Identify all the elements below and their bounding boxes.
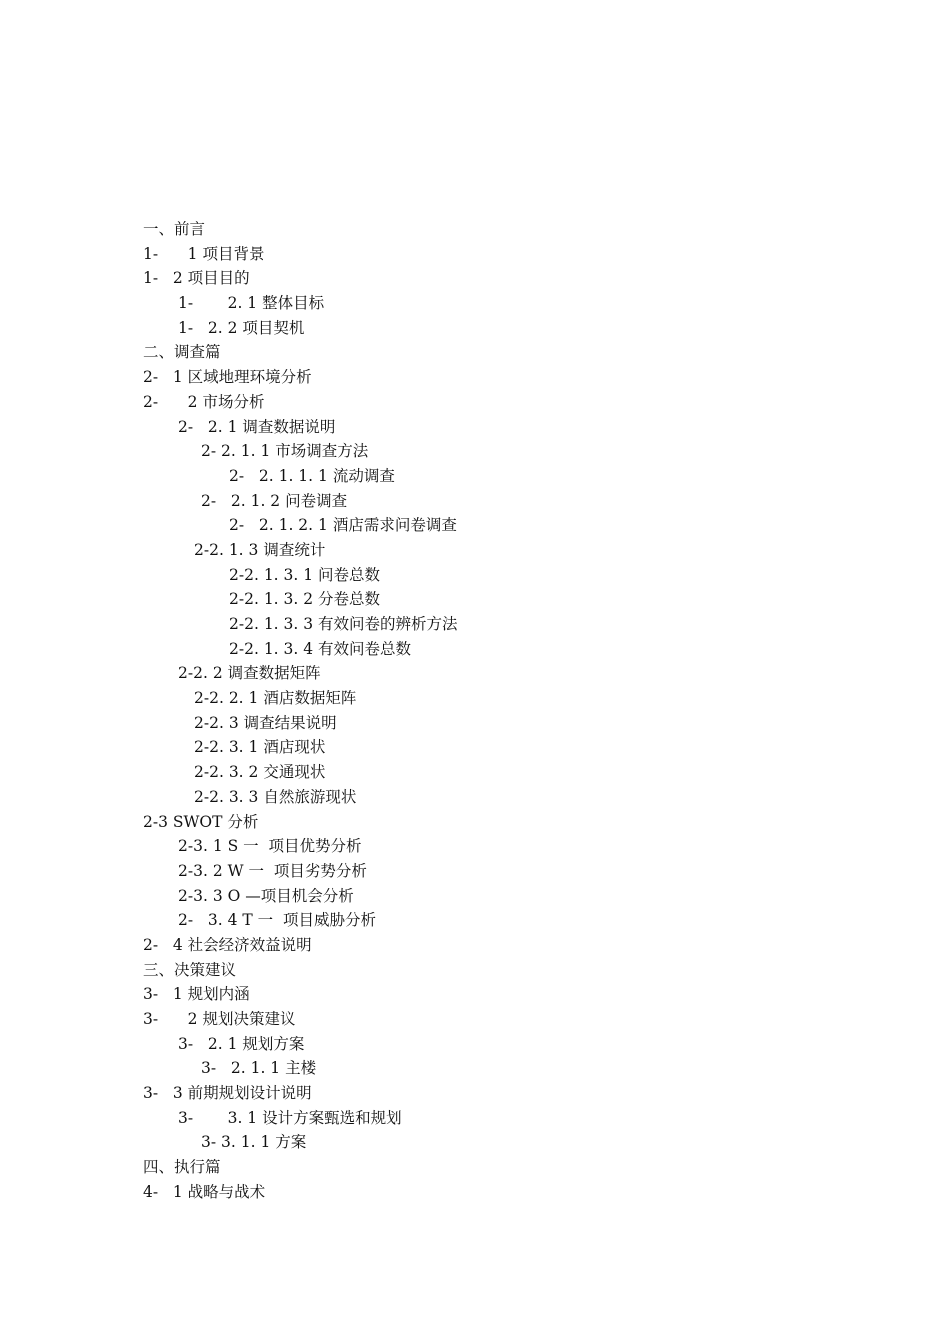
toc-entry: 2-3. 2 W 一 项目劣势分析 bbox=[178, 861, 367, 880]
toc-entry: 2-3. 3 O —项目机会分析 bbox=[178, 886, 354, 905]
toc-entry: 2-2. 1. 3 调查统计 bbox=[194, 540, 326, 559]
toc-entry: 2-2. 3. 3 自然旅游现状 bbox=[194, 787, 357, 806]
toc-entry: 2-3 SWOT 分析 bbox=[143, 812, 259, 831]
toc-entry: 2- 2. 1. 2 问卷调查 bbox=[201, 491, 348, 510]
toc-entry: 2-2. 3. 1 酒店现状 bbox=[194, 738, 326, 757]
toc-entry: 2- 3. 4 T 一 项目威胁分析 bbox=[178, 911, 377, 930]
toc-entry: 2-2. 3 调查结果说明 bbox=[194, 713, 337, 732]
toc-entry: 1- 1 项目背景 bbox=[143, 244, 265, 263]
toc-entry: 一、前言 bbox=[143, 220, 206, 238]
toc-entry: 2-2. 2 调查数据矩阵 bbox=[178, 664, 321, 683]
toc-entry: 1- 2. 2 项目契机 bbox=[178, 318, 305, 337]
toc-entry: 2- 2. 1. 2. 1 酒店需求问卷调查 bbox=[229, 516, 457, 535]
toc-entry: 2-2. 3. 2 交通现状 bbox=[194, 763, 326, 782]
toc-entry: 3- 3 前期规划设计说明 bbox=[143, 1084, 312, 1103]
toc-entry: 2-2. 1. 3. 4 有效问卷总数 bbox=[229, 639, 412, 658]
toc-entry: 3- 2 规划决策建议 bbox=[143, 1010, 296, 1028]
table-of-contents bbox=[143, 217, 843, 1205]
toc-entry: 2-2. 1. 3. 1 问卷总数 bbox=[229, 565, 381, 584]
toc-entry: 4- 1 战略与战术 bbox=[143, 1182, 266, 1201]
toc-entry: 2-3. 1 S 一 项目优势分析 bbox=[178, 837, 362, 856]
toc-entry: 三、决策建议 bbox=[143, 960, 237, 979]
toc-entry: 二、调查篇 bbox=[143, 343, 221, 362]
toc-entry: 1- 2 项目目的 bbox=[143, 269, 250, 288]
toc-entry: 3- 3. 1. 1 方案 bbox=[201, 1133, 307, 1152]
toc-entry: 3- 2. 1 规划方案 bbox=[178, 1034, 305, 1053]
toc-entry: 2-2. 1. 3. 3 有效问卷的辨析方法 bbox=[229, 615, 458, 633]
toc-entry: 2- 1 区域地理环境分析 bbox=[143, 368, 312, 387]
toc-entry: 2- 2. 1. 1. 1 流动调查 bbox=[229, 466, 395, 485]
toc-entry: 1- 2. 1 整体目标 bbox=[178, 294, 325, 313]
toc-entry: 2- 4 社会经济效益说明 bbox=[143, 935, 312, 954]
toc-entry: 3- 2. 1. 1 主楼 bbox=[201, 1059, 317, 1078]
toc-entry: 2- 2. 1. 1 市场调查方法 bbox=[201, 442, 369, 461]
toc-entry: 2-2. 1. 3. 2 分卷总数 bbox=[229, 590, 381, 609]
toc-entry: 3- 3. 1 设计方案甄选和规划 bbox=[178, 1108, 402, 1127]
toc-entry: 3- 1 规划内涵 bbox=[143, 985, 250, 1004]
toc-entry: 四、执行篇 bbox=[143, 1158, 221, 1177]
toc-entry: 2-2. 2. 1 酒店数据矩阵 bbox=[194, 689, 357, 708]
toc-entry: 2- 2. 1 调查数据说明 bbox=[178, 417, 336, 436]
toc-entry: 2- 2 市场分析 bbox=[143, 392, 265, 411]
